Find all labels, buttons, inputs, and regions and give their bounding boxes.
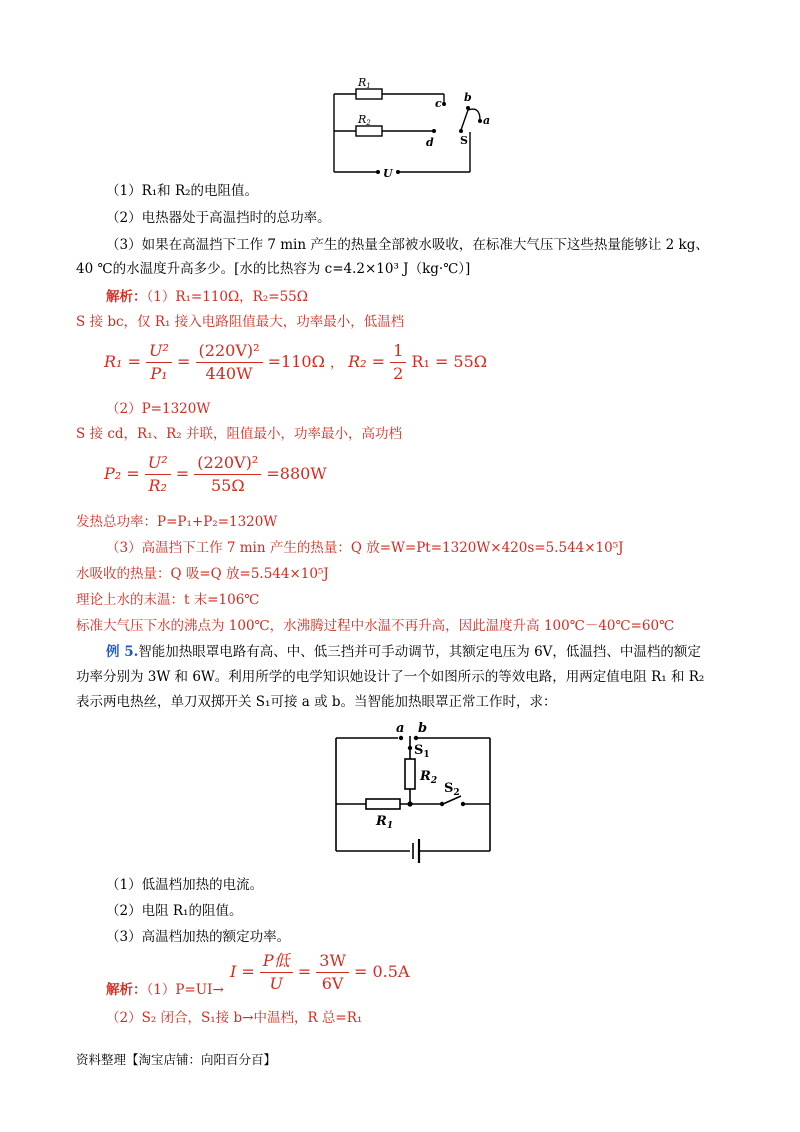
example-5-question-2: （2）电阻 R₁的阻值。 — [106, 903, 243, 919]
label-a: a — [483, 114, 491, 127]
answer-1-step-1: 解析：（1）R₁=110Ω，R₂=55Ω — [106, 289, 308, 305]
answer-1-step-3c: 理论上水的末温：t 末=106℃ — [76, 592, 260, 608]
label-a: a — [396, 721, 405, 736]
formula-r1: R₁ = $\frac{\text{U²}}{\text{P₁}}$ = $\frac{\text{(220V)²}}{440W}$ =110Ω ， R₂ = $\frac{1}{2}$ R₁ = 55Ω — [104, 341, 488, 383]
circuit-diagram-2 — [328, 718, 498, 864]
answer-1-step-1b: S 接 bc，仅 R₁ 接入电路阻值最大，功率最小，低温档 — [76, 314, 405, 330]
formula-p2: P₂ = $\frac{\text{U²}}{\text{R₂}}$ = $\frac{\text{(220V)²}}{55\Omega}$ =880W — [104, 453, 327, 495]
example-5-question-1: （1）低温档加热的电流。 — [106, 877, 264, 893]
answer-1-step-3d: 标准大气压下水的沸点为 100℃，水沸腾过程中水温不再升高，因此温度升高 100℃－40℃=60℃ — [76, 618, 675, 634]
label-r1: $R_1$ — [376, 814, 394, 831]
label-b: b — [464, 91, 472, 104]
label-b: b — [418, 721, 428, 736]
answer-5-step-2: （2）S₂ 闭合，S₁接 b→中温档，R 总=R₁ — [106, 1010, 363, 1026]
question-3-line-2: 40 ℃的水温度升高多少。[水的比热容为 c=4.2×10³ J（kg·℃）] — [76, 261, 471, 277]
question-3-line-1: （3）如果在高温挡下工作 7 min 产生的热量全部被水吸收，在标准大气压下这些热量能够让 2 kg、 — [106, 237, 709, 253]
answer-heading: 解析： — [106, 289, 147, 305]
circuit-diagram-1 — [320, 74, 500, 180]
label-d: d — [426, 136, 434, 149]
label-s: S — [460, 134, 468, 147]
answer-5-step-1: 解析：（1）P=UI→ — [106, 982, 224, 998]
answer-1-step-2b: S 接 cd，R₁、R₂ 并联，阻值最小，功率最小，高功档 — [76, 426, 402, 442]
question-1: （1）R₁和 R₂的电阻值。 — [106, 183, 259, 199]
label-r2: $R_2$ — [420, 769, 438, 786]
answer-1-step-3b: 水吸收的热量：Q 吸=Q 放=5.544×10⁵J — [76, 566, 329, 582]
question-2: （2）电热器处于高温挡时的总功率。 — [106, 210, 331, 226]
example-5-line-1: 例 5.智能加热眼罩电路有高、中、低三挡并可手动调节，其额定电压为 6V，低温挡、中温档的额定 — [106, 644, 701, 660]
label-s2: $S_2$ — [444, 781, 460, 798]
label-c: c — [435, 97, 442, 110]
example-5-line-2: 功率分别为 3W 和 6W。利用所学的电学知识她设计了一个如图所示的等效电路，用两定值电阻 R₁ 和 R₂ — [76, 669, 705, 685]
example-tag: 例 5. — [106, 644, 139, 660]
label-r2: R2 — [358, 113, 371, 127]
example-5-question-3: （3）高温档加热的额定功率。 — [106, 929, 291, 945]
label-s1: $S_1$ — [414, 743, 430, 760]
label-r1: R1 — [358, 76, 371, 90]
footer: 资料整理【淘宝店铺：向阳百分百】 — [76, 1052, 277, 1067]
formula-current: I = $\frac{\text{P低}}{U}$ = $\frac{3W}{6V}$ = 0.5A — [230, 951, 410, 993]
example-5-line-3: 表示两电热丝，单刀双掷开关 S₁可接 a 或 b。当智能加热眼罩正常工作时，求： — [76, 694, 557, 710]
answer-1-total-power: 发热总功率：P=P₁+P₂=1320W — [76, 514, 278, 530]
answer-heading: 解析： — [106, 982, 147, 998]
label-u: U — [383, 167, 393, 180]
answer-1-step-3: （3）高温挡下工作 7 min 产生的热量：Q 放=W=Pt=1320W×420s=5.544×10⁵J — [106, 540, 624, 556]
answer-1-step-2: （2）P=1320W — [106, 401, 211, 417]
